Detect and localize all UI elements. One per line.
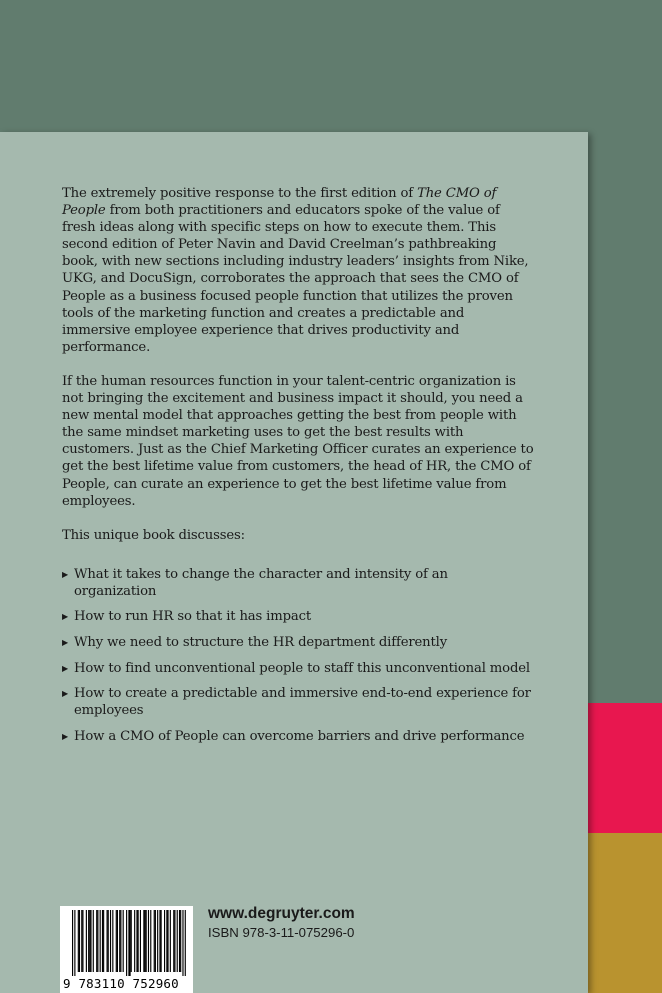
bullet-marker-icon: ▶ — [62, 663, 69, 673]
gold-accent-stripe — [588, 833, 662, 993]
barcode-bar — [182, 910, 183, 976]
list-item — [62, 566, 534, 600]
barcode-bar — [138, 910, 139, 972]
description-paragraph-2: If the human resources function in your talent-centric organization is not bringing the excitement and business impact it should, you need a new mental model that approaches getting the best from people with the same mindset marketing uses to get the best results with customers. Just as the Chief Marketing Officer curates an experience to get the best lifetime value from customers, the head of HR, the CMO of People, can curate an experience to get the best lifetime value from employees. — [62, 373, 534, 509]
barcode-digits: 9 783110 752960 — [63, 976, 179, 991]
barcode-bar — [159, 910, 160, 972]
barcode-bar — [166, 910, 167, 972]
barcode-bar — [180, 910, 181, 972]
barcode-bar — [78, 910, 79, 972]
list-item-text: How to create a predictable and immersive end-to-end experience for employees — [74, 686, 531, 719]
barcode-bar — [150, 910, 151, 972]
barcode-bar — [86, 910, 87, 972]
barcode-bar — [148, 910, 149, 972]
barcode-bar — [120, 910, 121, 972]
barcode-bar — [179, 910, 180, 972]
barcode-bar — [110, 910, 111, 972]
barcode-bar — [167, 910, 168, 972]
barcode-bar — [116, 910, 117, 972]
barcode-bar — [154, 910, 155, 972]
publisher-info — [208, 904, 355, 941]
barcode-bar — [119, 910, 120, 972]
bullet-marker-icon: ▶ — [62, 731, 69, 741]
barcode-bar — [72, 910, 73, 976]
barcode-bar — [164, 910, 165, 972]
barcode-bar — [88, 910, 89, 972]
barcode-bar — [82, 910, 83, 972]
barcode-bar — [173, 910, 174, 972]
barcode-bar — [146, 910, 147, 972]
barcode-bar — [81, 910, 82, 972]
book-title-italic: The CMO of People — [62, 186, 497, 219]
list-item — [62, 728, 534, 745]
barcode-bar — [131, 910, 132, 972]
bullet-marker-icon: ▶ — [62, 689, 69, 699]
barcode-bar — [157, 910, 158, 972]
barcode-bar — [102, 910, 103, 972]
bullet-marker-icon: ▶ — [62, 612, 69, 622]
barcode-bar — [100, 910, 101, 972]
barcode-bar — [108, 910, 109, 972]
barcode-bar — [174, 910, 175, 972]
list-item — [62, 685, 534, 719]
isbn-number: ISBN 978-3-11-075296-0 — [208, 925, 355, 940]
barcode-bar — [161, 910, 162, 972]
barcode-bar — [134, 910, 135, 972]
barcode-bar — [97, 910, 98, 972]
barcode-bar — [136, 910, 137, 972]
barcode-bar — [185, 910, 186, 976]
barcode-bar — [74, 910, 75, 976]
list-item-text: How to run HR so that it has impact — [74, 609, 311, 625]
bullet-marker-icon: ▶ — [62, 569, 69, 579]
barcode-bar — [177, 910, 178, 972]
barcode-bar — [112, 910, 113, 972]
cover-description — [62, 185, 534, 754]
topic-list — [62, 566, 534, 745]
barcode-bar — [79, 910, 80, 972]
barcode-bar — [89, 910, 90, 972]
list-item-text: How to find unconventional people to staff this unconventional model — [74, 660, 530, 676]
paragraph-1-body: from both practitioners and educators spoke of the value of fresh ideas along with specific steps on how to execute them. This second edition of Peter Navin and David Creelman’s pathbreaking book, with new sections including industry leaders’ insights from Nike, UKG, and DocuSign, corroborates the approach that sees the CMO of People as a business focused people function that utilizes the proven tools of the marketing function and creates a predictable and immersive employee experience that drives productivity and performance. — [62, 203, 529, 355]
list-item-text: How a CMO of People can overcome barriers and drive performance — [74, 728, 525, 744]
barcode-bar — [143, 910, 144, 972]
list-item-text: What it takes to change the character and intensity of an organization — [74, 566, 448, 599]
barcode-bar — [130, 910, 131, 976]
list-item — [62, 660, 534, 677]
list-item — [62, 634, 534, 651]
description-paragraph-1 — [62, 185, 534, 356]
barcode-bar — [140, 910, 141, 972]
barcode-bar — [126, 910, 127, 976]
barcode-bar — [128, 910, 129, 976]
barcode-bar — [155, 910, 156, 972]
list-item — [62, 608, 534, 625]
barcode-bar — [93, 910, 94, 972]
barcode-bar — [96, 910, 97, 972]
barcode-bar — [144, 910, 145, 972]
list-item-text: Why we need to structure the HR department differently — [74, 635, 448, 651]
bullet-intro: This unique book discusses: — [62, 527, 245, 543]
barcode-bar — [107, 910, 108, 972]
barcode-bar — [123, 910, 124, 972]
pink-accent-stripe — [588, 703, 662, 833]
bullet-marker-icon: ▶ — [62, 638, 69, 648]
barcode-bar — [90, 910, 91, 972]
barcode-bar — [117, 910, 118, 972]
publisher-url: www.degruyter.com — [208, 905, 355, 922]
isbn-barcode — [60, 906, 193, 993]
barcode-bar — [170, 910, 171, 972]
paragraph-1-lead: The extremely positive response to the first edition of — [62, 186, 418, 201]
barcode-bar — [103, 910, 104, 972]
